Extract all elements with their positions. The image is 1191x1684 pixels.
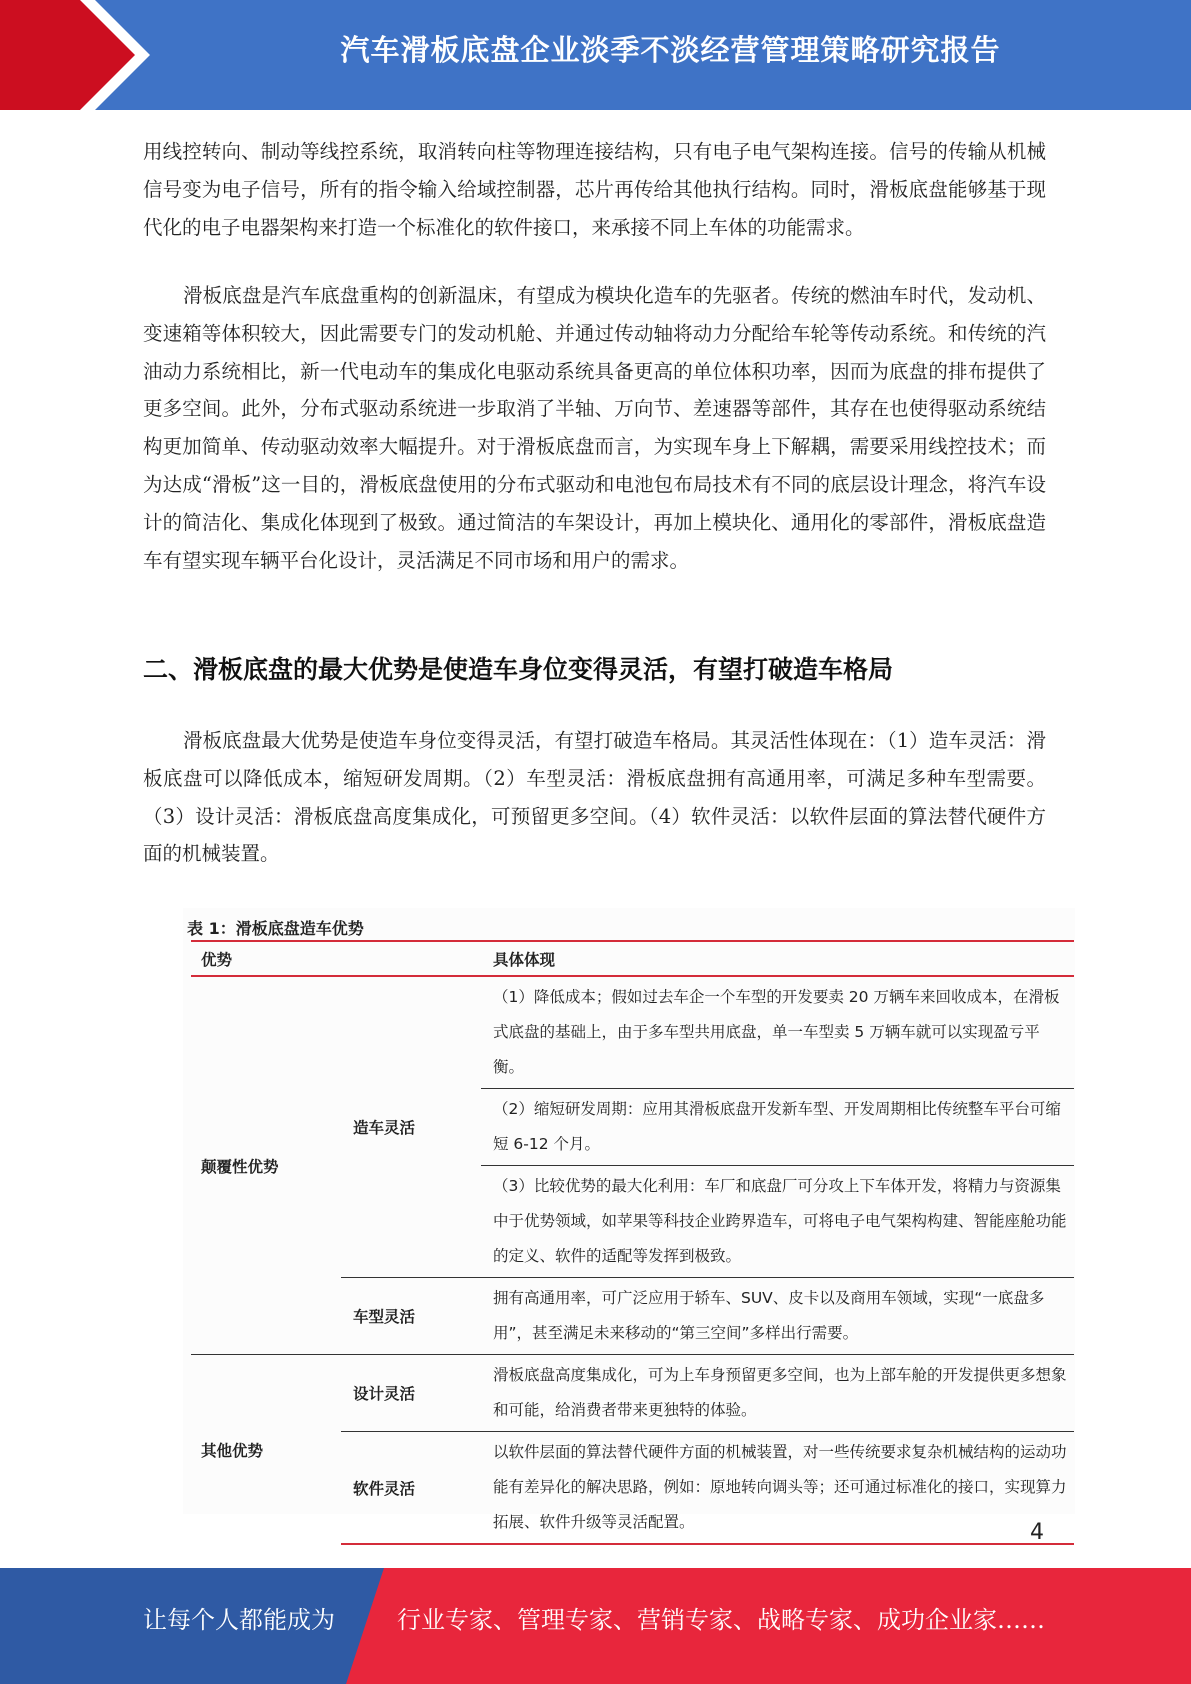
body-paragraph-1-block [143, 133, 1046, 246]
footer-slogan-right: 行业专家、管理专家、营销专家、战略专家、成功企业家…… [397, 1606, 1045, 1634]
col-header-detail: 具体体现 [481, 941, 1074, 976]
body-paragraph-3: 滑板底盘最大优势是使造车身位变得灵活，有望打破造车格局。其灵活性体现在：（1）造车灵活：滑板底盘可以降低成本，缩短研发周期。（2）车型灵活：滑板底盘拥有高通用率，可满足多种车型需要。（3）设计灵活：滑板底盘高度集成化，可预留更多空间。（4）软件灵活：以软件层面的算法替代硬件方面的机械装置。 [143, 729, 1046, 866]
footer-slogan-left: 让每个人都能成为 [143, 1606, 335, 1634]
detail-software: 以软件层面的算法替代硬件方面的机械装置，对一些传统要求复杂机械结构的运动功能有差异化的解决思路，例如：原地转向调头等；还可通过标准化的接口，实现算力拓展、软件升级等灵活配置。 [481, 1432, 1074, 1545]
table-caption: 表 1：滑板底盘造车优势 [187, 919, 364, 938]
section-heading-block [143, 650, 1046, 686]
detail-cost: （1）降低成本；假如过去车企一个车型的开发要卖 20 万辆车来回收成本，在滑板式底盘的基础上，由于多车型共用底盘，单一车型卖 5 万辆车就可以实现盈亏平衡。 [481, 976, 1074, 1089]
detail-rd-cycle: （2）缩短研发周期：应用其滑板底盘开发新车型、开发周期相比传统整车平台可缩短 6-12 个月。 [481, 1089, 1074, 1166]
body-paragraph-2: 滑板底盘是汽车底盘重构的创新温床，有望成为模块化造车的先驱者。传统的燃油车时代，发动机、变速箱等体积较大，因此需要专门的发动机舱、并通过传动轴将动力分配给车轮等传动系统。和传统的汽油动力系统相比，新一代电动车的集成化电驱动系统具备更高的单位体积功率，因而为底盘的排布提供了更多空间。此外，分布式驱动系统进一步取消了半轴、万向节、差速器等部件，其存在也使得驱动系统结构更加简单、传动驱动效率大幅提升。对于滑板底盘而言，为实现车身上下解耦，需要采用线控技术；而为达成“滑板”这一目的，滑板底盘使用的分布式驱动和电池包布局技术有不同的底层设计理念，将汽车设计的简洁化、集成化体现到了极致。通过简洁的车架设计，再加上模块化、通用化的零部件，滑板底盘造车有望实现车辆平台化设计，灵活满足不同市场和用户的需求。 [143, 284, 1046, 572]
sub-model-flexible: 车型灵活 [341, 1278, 481, 1355]
report-title: 汽车滑板底盘企业淡季不淡经营管理策略研究报告 [340, 33, 1001, 67]
detail-design: 滑板底盘高度集成化，可为上车身预留更多空间，也为上部车舱的开发提供更多想象和可能，给消费者带来更独特的体验。 [481, 1355, 1074, 1432]
group-disruptive: 颠覆性优势 [201, 1157, 279, 1176]
sub-build-flexible: 造车灵活 [353, 1119, 416, 1137]
page-footer [0, 1568, 1191, 1684]
body-paragraph-2-block [143, 277, 1046, 579]
col-header-advantage: 优势 [191, 941, 481, 976]
page-number: 4 [1030, 1520, 1044, 1545]
detail-model: 拥有高通用率，可广泛应用于轿车、SUV、皮卡以及商用车领域，实现“一底盘多用”，甚至满足未来移动的“第三空间”多样出行需要。 [481, 1278, 1074, 1355]
advantages-table-figure [183, 908, 1075, 1531]
group-other: 其他优势 [191, 1355, 341, 1545]
sub-software-flexible: 软件灵活 [341, 1432, 481, 1545]
body-paragraph-3-block [143, 722, 1046, 873]
advantages-table [191, 940, 1074, 1545]
table-row [191, 1355, 1074, 1432]
page-header [0, 0, 1191, 110]
section-heading: 二、滑板底盘的最大优势是使造车身位变得灵活，有望打破造车格局 [143, 655, 894, 684]
table-row [191, 976, 1074, 1089]
detail-comparative-advantage: （3）比较优势的最大化利用：车厂和底盘厂可分攻上下车体开发，将精力与资源集中于优势领域，如苹果等科技企业跨界造车，可将电子电气架构构建、智能座舱功能的定义、软件的适配等发挥到极致。 [493, 1177, 1067, 1265]
body-paragraph-1: 用线控转向、制动等线控系统，取消转向柱等物理连接结构，只有电子电气架构连接。信号的传输从机械信号变为电子信号，所有的指令输入给域控制器，芯片再传给其他执行结构。同时，滑板底盘能够基于现代化的电子电器架构来打造一个标准化的软件接口，来承接不同上车体的功能需求。 [143, 140, 1046, 239]
header-arrow-decoration [0, 0, 150, 110]
table-header-row [191, 941, 1074, 976]
sub-design-flexible: 设计灵活 [341, 1355, 481, 1432]
